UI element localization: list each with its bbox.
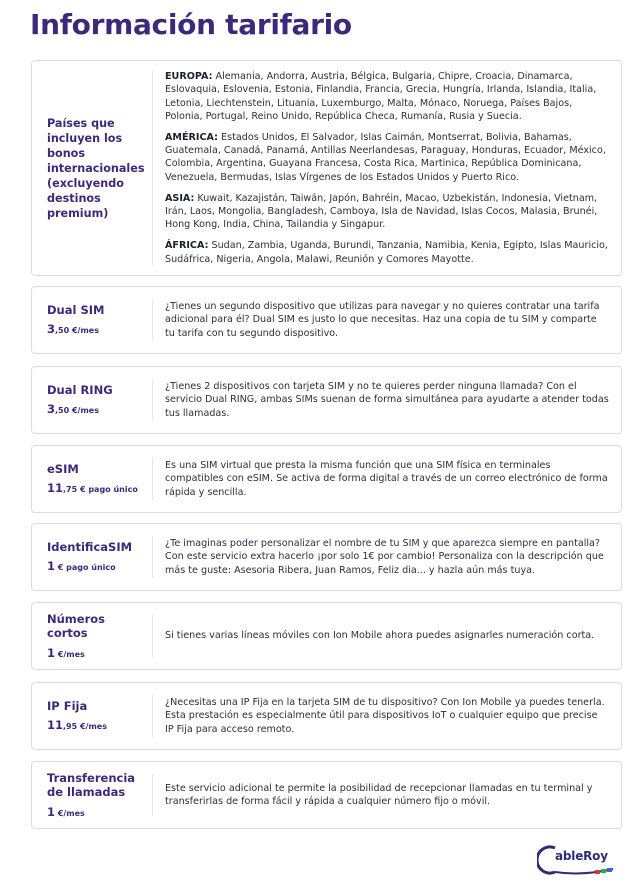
service-card-ip-fija	[31, 682, 622, 750]
service-price	[47, 642, 152, 661]
region-countries: Estados Unidos, El Salvador, Islas Caimán, Montserrat, Bolivia, Bahamas, Guatemala, Canadá, Panamá, Antillas Neerlandesas, Paraguay, Honduras, Ecuador, México, Colombia, Argentina, Guayana Francesa, Costa Rica, Martinica, República Dominicana, Venezuela, Bermudas, Islas Vírgenes de los Estados Unidos y Puerto Rico.	[165, 131, 606, 183]
service-card-esim	[31, 445, 622, 513]
price-integer: 3	[47, 402, 56, 417]
service-price	[47, 398, 152, 417]
service-price	[47, 318, 152, 337]
region-europa	[165, 70, 609, 123]
price-decimal: ,50	[55, 406, 70, 416]
service-name: Números cortos	[47, 611, 106, 640]
price-unit: €/mes	[55, 649, 85, 659]
service-name: IP Fija	[47, 698, 88, 713]
service-price	[47, 801, 152, 820]
service-name: Dual RING	[47, 382, 113, 397]
service-name: eSIM	[47, 461, 79, 476]
countries-card	[31, 60, 622, 276]
service-description: Este servicio adicional te permite la posibilidad de recepcionar llamadas en tu terminal y transferirlas de forma fácil y rápida a cualquier número fijo o móvil.	[165, 782, 593, 807]
service-description: Es una SIM virtual que presta la misma función que una SIM física en terminales compatibles con eSIM. Se activa de forma digital a través de un correo electrónico de forma rápida y sencilla.	[165, 460, 608, 498]
price-unit: € pago único	[55, 563, 116, 573]
price-integer: 11	[47, 718, 64, 733]
region-asia	[165, 192, 609, 232]
price-integer: 1	[47, 559, 56, 574]
service-name: IdentificaSIM	[47, 539, 133, 554]
price-unit: € pago único	[77, 485, 138, 495]
service-card-numeros-cortos	[31, 602, 622, 670]
price-integer: 1	[47, 804, 56, 819]
service-description: Si tienes varias líneas móviles con Ion Mobile ahora puedes asignarles numeración corta.	[165, 630, 595, 642]
service-description: ¿Tienes 2 dispositivos con tarjeta SIM y no te quieres perder ninguna llamada? Con el servicio Dual RING, ambas SIMs suenan de forma simultánea para ayudarte a atender todas tus llamadas.	[165, 381, 609, 419]
region-countries: Sudan, Zambia, Uganda, Burundi, Tanzania, Namibia, Kenia, Egipto, Islas Mauricio, Sudáfrica, Nigeria, Angola, Malawi, Reunión y Comores Mayotte.	[165, 240, 608, 265]
service-card-transferencia	[31, 761, 622, 829]
price-decimal: ,95	[63, 722, 78, 732]
service-price	[47, 714, 152, 733]
region-name: AMÉRICA:	[165, 131, 218, 143]
region-countries: Kuwait, Kazajistán, Taiwán, Japón, Bahréin, Macao, Uzbekistán, Indonesia, Vietnam, Irán, Laos, Mongolia, Bangladesh, Camboya, Isla de Navidad, Islas Cocos, Malasia, Brunéi, Hong Kong, India, China, Tailandia y Singapur.	[165, 192, 598, 231]
price-unit: €/mes	[55, 808, 85, 818]
service-price	[47, 555, 152, 574]
region-name: EUROPA:	[165, 71, 213, 83]
service-description: ¿Necesitas una IP Fija en la tarjeta SIM de tu dispositivo? Con Ion Mobile ya puedes tenerla. Esta prestación es especialmente útil para dispositivos IoT o cualquier equipo que precise IP Fija para acceso remoto.	[165, 697, 605, 735]
price-integer: 1	[47, 645, 56, 660]
service-description: ¿Te imaginas poder personalizar el nombre de tu SIM y que aparezca siempre en pantalla? Con este servicio extra hacerlo ¡por solo 1€ por cambio! Personaliza con la descripción que más te guste: Asesoria Ribera, Juan Ramos, Feliz dia... y hazla aún más tuya.	[165, 538, 604, 576]
service-name: Dual SIM	[47, 302, 105, 317]
countries-label: Países que incluyen los bonos internacionales (excluyendo destinos premium)	[47, 116, 145, 220]
countries-list	[153, 70, 621, 266]
region-america	[165, 131, 609, 184]
price-unit: €/mes	[77, 722, 107, 732]
logo-text: ableRoy	[555, 849, 608, 863]
service-price	[47, 477, 152, 496]
price-unit: €/mes	[69, 406, 99, 416]
price-decimal: ,50	[55, 326, 70, 336]
price-decimal: ,75	[63, 485, 78, 495]
service-card-dual-ring	[31, 366, 622, 434]
price-integer: 11	[47, 481, 64, 496]
region-countries: Alemania, Andorra, Austria, Bélgica, Bulgaria, Chipre, Croacia, Dinamarca, Eslovaquia, Eslovenia, Estonia, Finlandia, Francia, Grecia, Hungría, Irlanda, Islandia, Italia, Letonia, Liechtenstein, Lituania, Luxemburgo, Malta, Mónaco, Noruega, Países Bajos, Polonia, Portugal, Reino Unido, República Checa, Rumanía, Rusia y Suecia.	[165, 71, 597, 122]
price-integer: 3	[47, 322, 56, 337]
service-description: ¿Tienes un segundo dispositivo que utilizas para navegar y no quieres contratar una tarifa adicional para él? Dual SIM es justo lo que necesitas. Haz una copia de tu SIM y comparte tu tarifa con tu segundo dispositivo.	[165, 301, 600, 339]
price-unit: €/mes	[69, 326, 99, 336]
service-card-identificasim	[31, 523, 622, 591]
page-title: Información tarifario	[30, 8, 352, 41]
service-card-dual-sim	[31, 286, 622, 354]
region-africa	[165, 239, 609, 265]
region-name: ASIA:	[165, 192, 195, 204]
region-name: ÁFRICA:	[165, 240, 209, 252]
countries-label-cell	[32, 116, 152, 221]
service-name: Transferencia de llamadas	[47, 770, 136, 799]
